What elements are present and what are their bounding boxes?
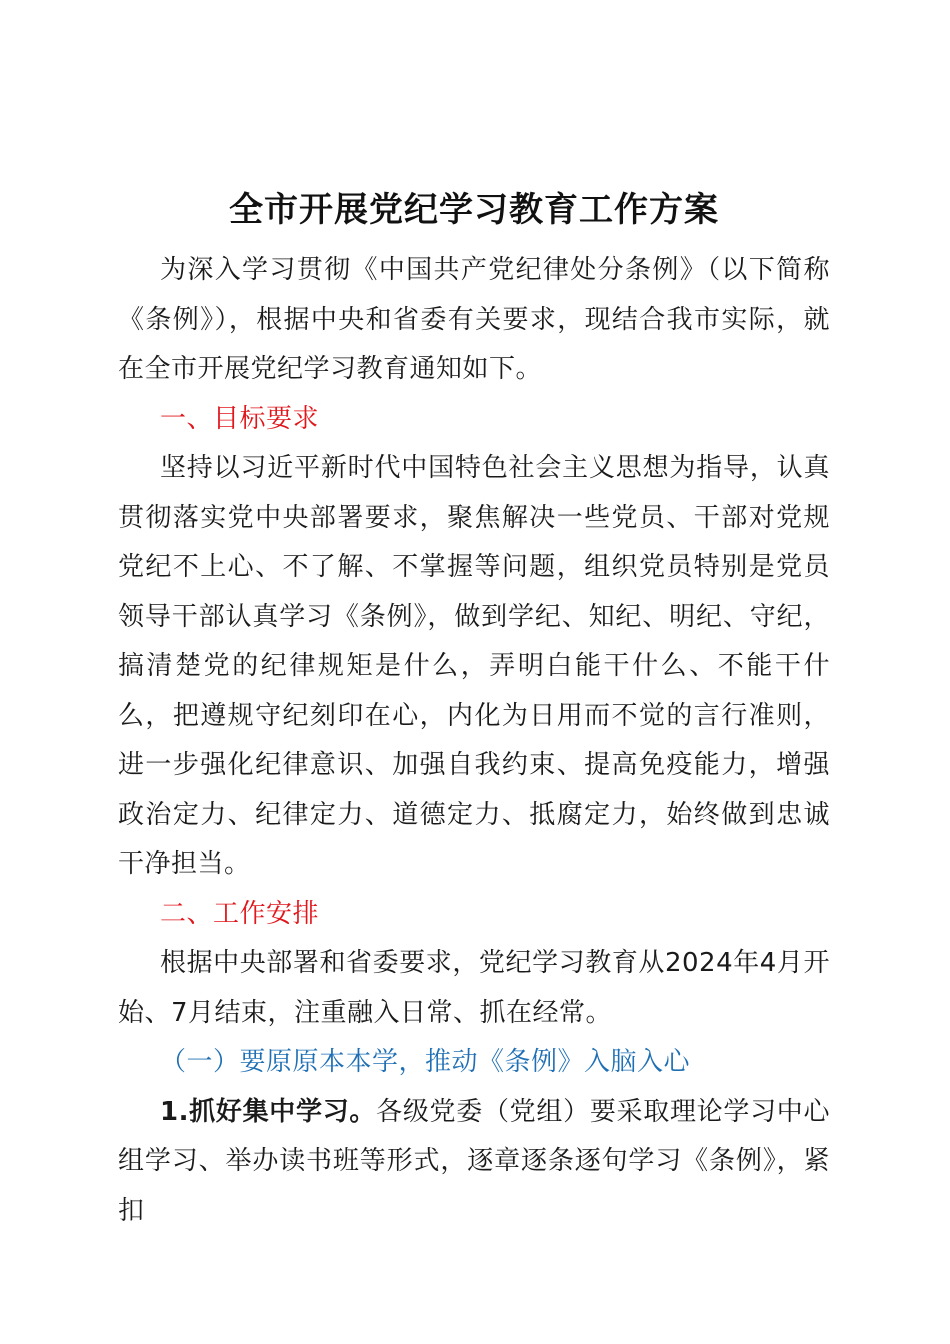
item-1-body: 各级党委（党组）要采取理论学习中心组学习、举办读书班等形式，逐章逐条逐句学习《条例》，紧扣 xyxy=(118,1096,830,1226)
item-1-lead: 1.抓好集中学习。 xyxy=(160,1096,377,1127)
document-page xyxy=(118,180,830,1236)
section-heading-goals: 一、目标要求 xyxy=(160,403,320,434)
goals-paragraph: 坚持以习近平新时代中国特色社会主义思想为指导，认真贯彻落实党中央部署要求，聚焦解决一些党员、干部对党规党纪不上心、不了解、不掌握等问题，组织党员特别是党员领导干部认真学习《条例》，做到学纪、知纪、明纪、守纪，搞清楚党的纪律规矩是什么，弄明白能干什么、不能干什么，把遵规守纪刻印在心，内化为日用而不觉的言行准则，进一步强化纪律意识、加强自我约束、提高免疫能力，增强政治定力、纪律定力、道德定力、抵腐定力，始终做到忠诚干净担当。 xyxy=(118,453,830,879)
item-1-paragraph xyxy=(118,1088,830,1237)
intro-paragraph: 为深入学习贯彻《中国共产党纪律处分条例》（以下简称《条例》），根据中央和省委有关要求，现结合我市实际，就在全市开展党纪学习教育通知如下。 xyxy=(118,255,830,384)
subsection-heading-study: （一）要原原本本学，推动《条例》入脑入心 xyxy=(160,1047,691,1077)
section-heading-arrangement: 二、工作安排 xyxy=(160,898,320,929)
arrangement-paragraph: 根据中央部署和省委要求，党纪学习教育从2024年4月开始、7月结束，注重融入日常、抓在经常。 xyxy=(118,948,830,1028)
document-title: 全市开展党纪学习教育工作方案 xyxy=(229,190,719,230)
